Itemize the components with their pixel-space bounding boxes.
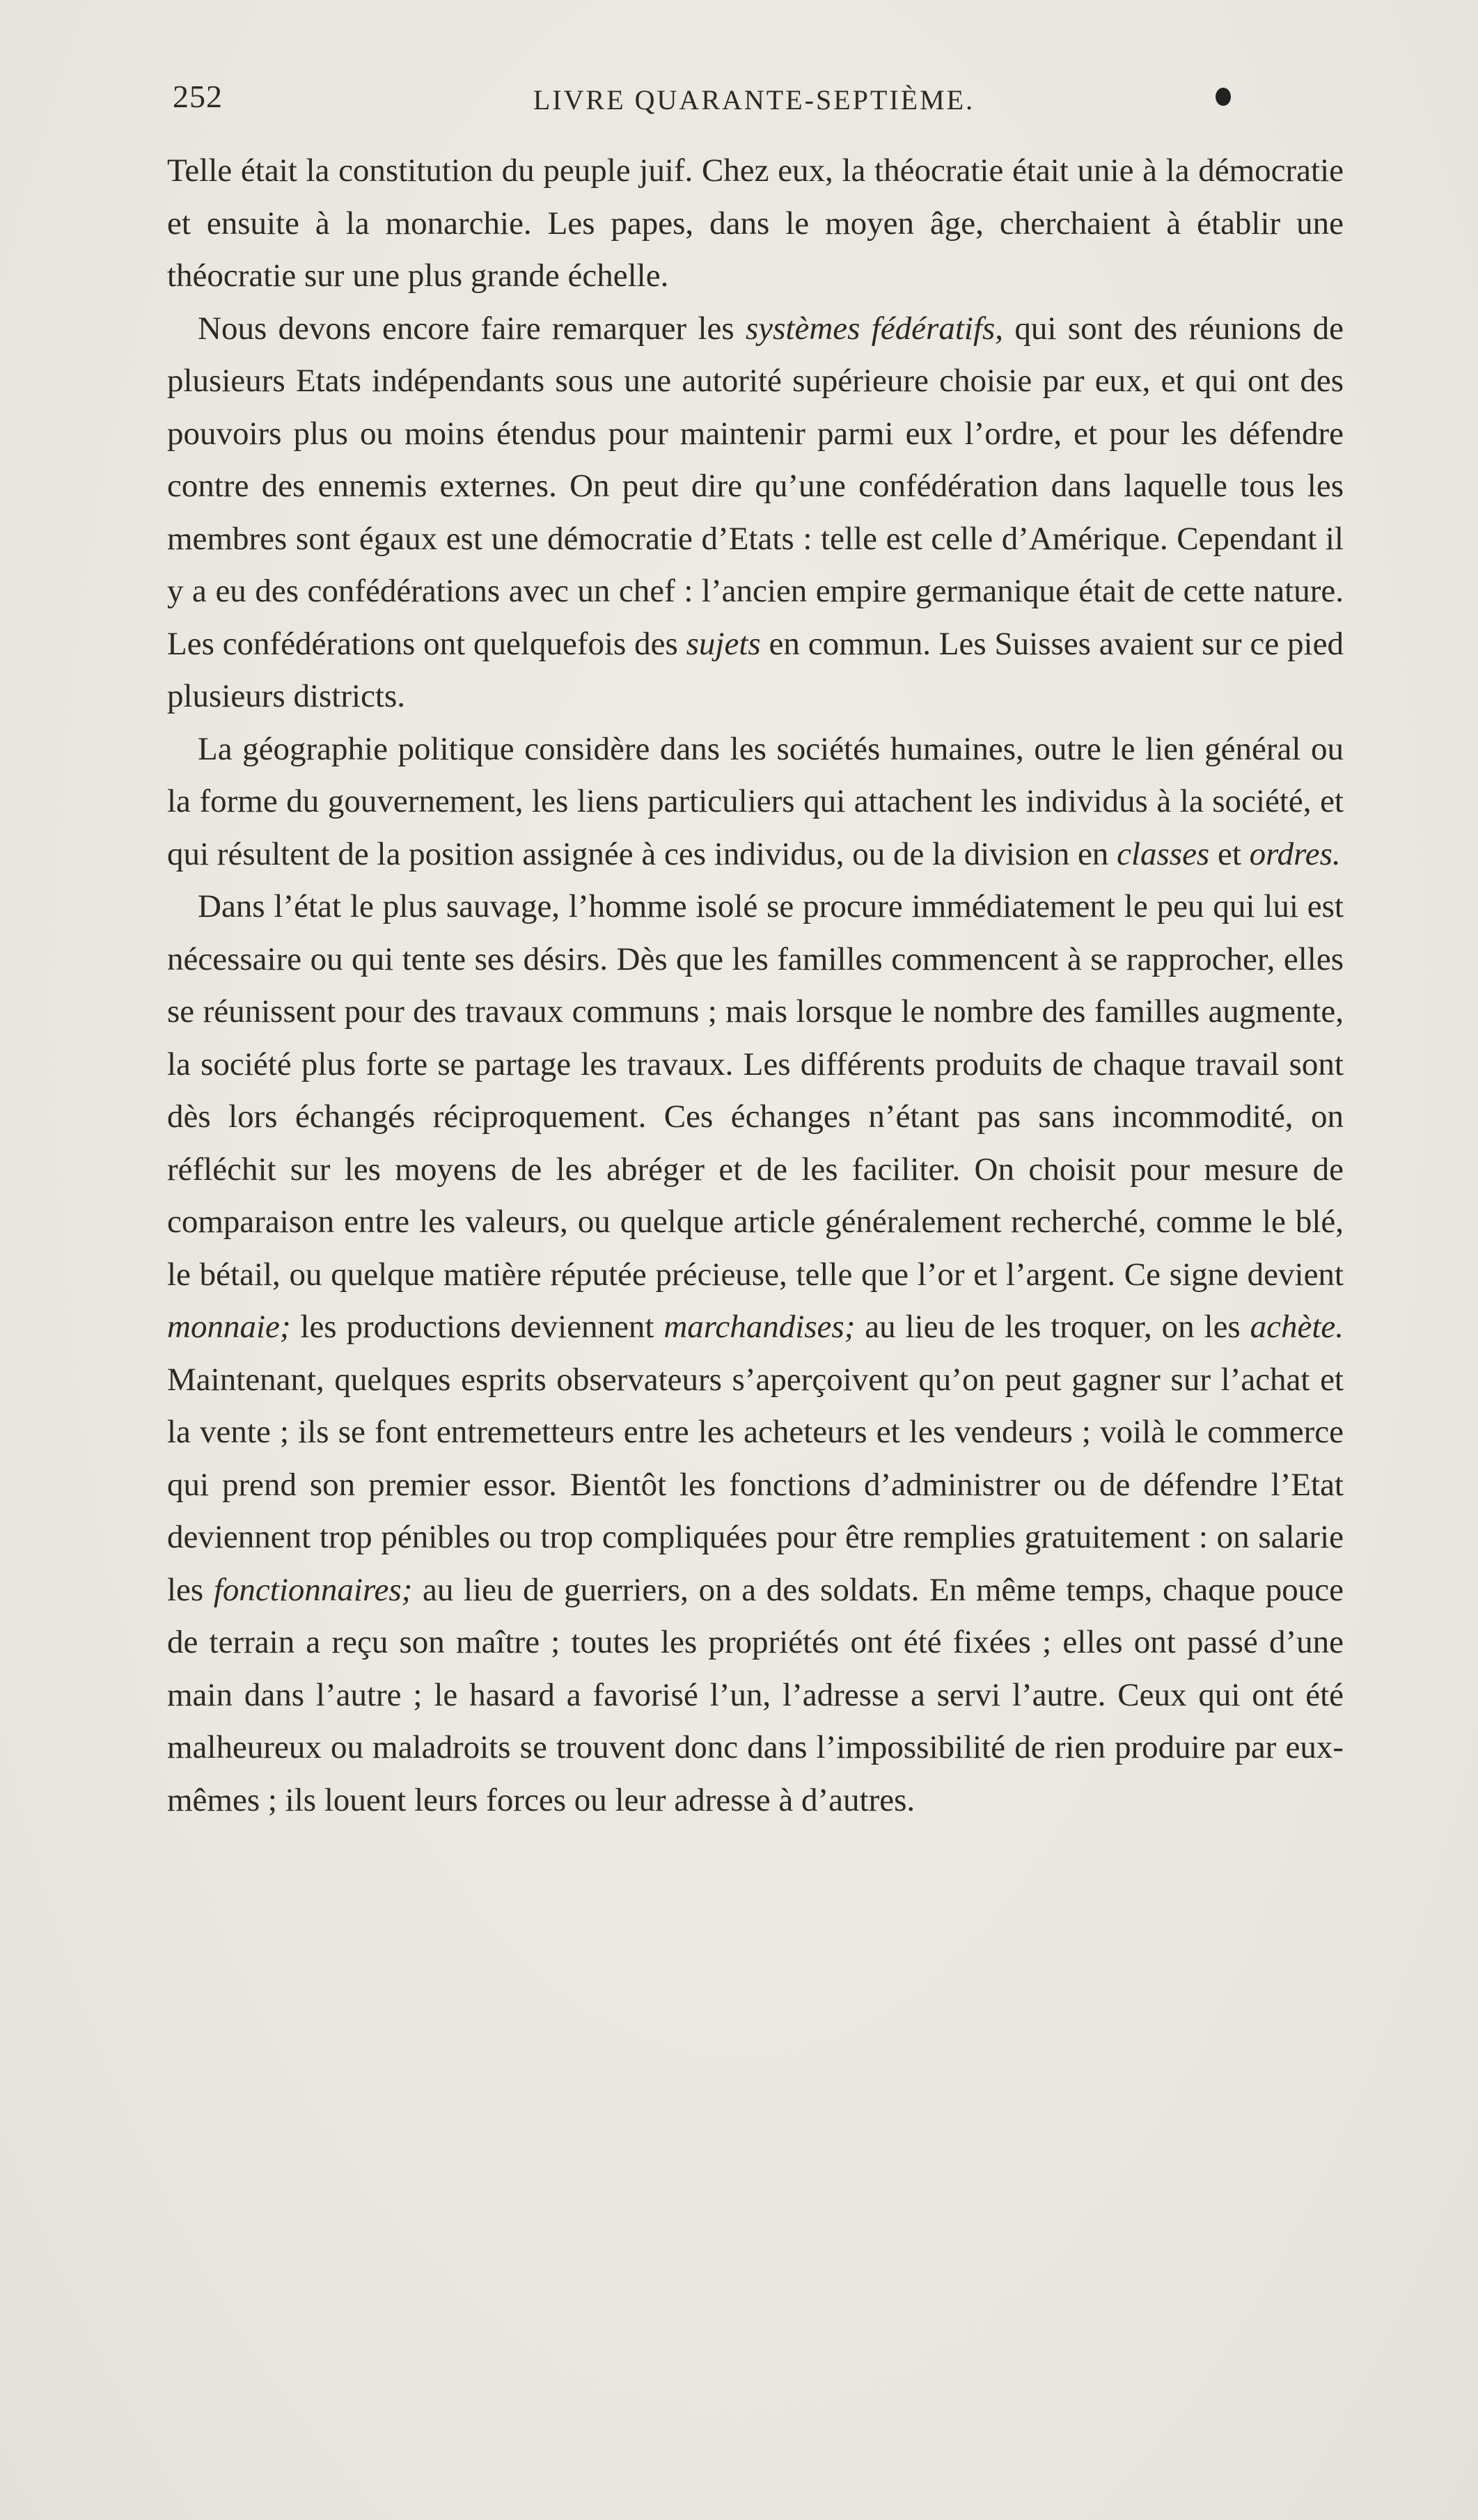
italic-term: fonctionnaires; xyxy=(213,1571,413,1608)
paragraph-3 xyxy=(167,723,1344,881)
text-run: les productions deviennent xyxy=(290,1309,664,1345)
italic-term: achète. xyxy=(1250,1309,1344,1345)
text-run: La géographie politique considère dans les sociétés humaines, outre le lien général ou la forme du gouvernement, les liens particuliers qui attachent les individus à la société, et qui résultent de la position assignée à ces individus, ou de la division en xyxy=(167,730,1344,872)
italic-term: systèmes fédératifs, xyxy=(745,310,1004,347)
paragraph-1 xyxy=(167,145,1344,303)
text-run: et xyxy=(1209,835,1250,872)
paragraph-4 xyxy=(167,881,1344,1827)
text-run: Nous devons encore faire remarquer les xyxy=(198,310,746,347)
page-header xyxy=(173,78,1335,127)
italic-term: marchandises; xyxy=(663,1309,856,1345)
italic-term: classes xyxy=(1117,835,1210,872)
italic-term: sujets xyxy=(686,625,761,662)
text-run: au lieu de les troquer, on les xyxy=(855,1309,1250,1345)
paragraph-2 xyxy=(167,303,1344,723)
body-text xyxy=(167,145,1344,1827)
text-run: Maintenant, quelques esprits observateurs s’aperçoivent qu’on peut gagner sur l’achat et la vente ; ils se font entremetteurs entre les acheteurs et les vendeurs ; voilà le commerce qui prend son premier essor. Bientôt les fonctions d’administrer ou de défendre l’Etat deviennent trop pénibles ou trop compliquées pour être remplies gratuitement : on salarie les xyxy=(167,1361,1344,1608)
text-run: en commun. Les Suisses avaient sur ce pied plusieurs districts. xyxy=(167,625,1344,714)
ink-dot xyxy=(1216,88,1231,106)
running-head: LIVRE QUARANTE-SEPTIÈME. xyxy=(533,84,975,116)
italic-term: monnaie; xyxy=(167,1309,291,1345)
text-run: Dans l’état le plus sauvage, l’homme isolé se procure immédiatement le peu qui lui est nécessaire ou qui tente ses désirs. Dès que les familles commencent à se rapprocher, elles se réunissent pour des travaux communs ; mais lorsque le nombre des familles augmente, la société plus forte se partage les travaux. Les différents produits de chaque travail sont dès lors échangés réciproquement. Ces échanges n’étant pas sans incommodité, on réfléchit sur les moyens de les abréger et de les faciliter. On choisit pour mesure de comparaison entre les valeurs, ou quelque article généralement recherché, comme le blé, le bétail, ou quelque matière réputée précieuse, telle que l’or et l’argent. Ce signe devient xyxy=(167,888,1344,1293)
page-number: 252 xyxy=(173,79,223,114)
text-run: au lieu de guerriers, on a des soldats. En même temps, chaque pouce de terrain a reçu son maître ; toutes les propriétés ont été fixées ; elles ont passé d’une main dans l’autre ; le hasard a favorisé l’un, l’adresse a servi l’autre. Ceux qui ont été malheureux ou maladroits se trouvent donc dans l’impossibilité de rien produire par eux-mêmes ; ils louent leurs forces ou leur adresse à d’autres. xyxy=(167,1571,1344,1818)
text-run: Telle était la constitution du peuple juif. Chez eux, la théocratie était unie à la démocratie et ensuite à la monarchie. Les papes, dans le moyen âge, cherchaient à établir une théocratie sur une plus grande échelle. xyxy=(167,152,1344,294)
italic-term: ordres. xyxy=(1249,835,1341,872)
text-run: qui sont des réunions de plusieurs Etats indépendants sous une autorité supérieure choisie par eux, et qui ont des pouvoirs plus ou moins étendus pour maintenir parmi eux l’ordre, et pour les défendre contre des ennemis externes. On peut dire qu’une confédération dans laquelle tous les membres sont égaux est une démocratie d’Etats : telle est celle d’Amérique. Cependant il y a eu des confédérations avec un chef : l’ancien empire germanique était de cette nature. Les confédérations ont quelquefois des xyxy=(167,310,1344,662)
